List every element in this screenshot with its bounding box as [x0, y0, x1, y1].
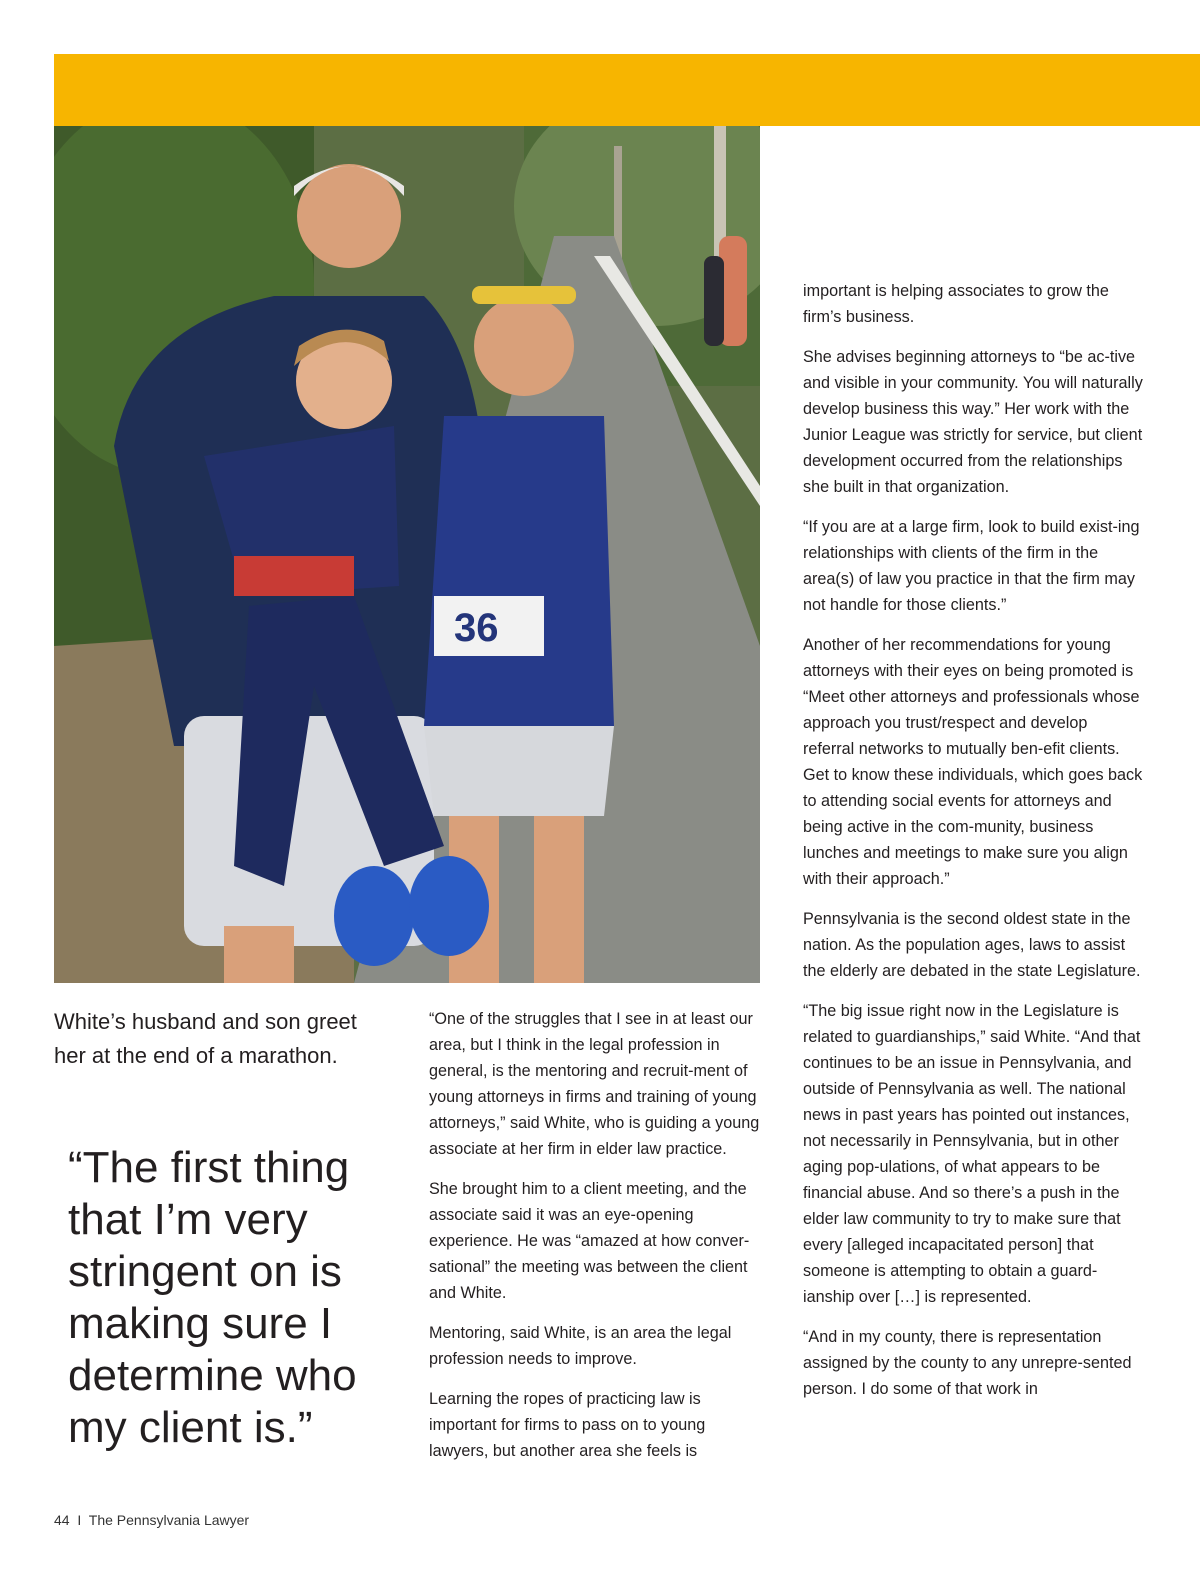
footer-separator: I — [77, 1512, 82, 1528]
right-column — [803, 278, 1143, 1416]
body-paragraph: “And in my county, there is representation assigned by the county to any unrepre-sented person. I do some of that work in — [803, 1328, 1132, 1398]
body-paragraph: “The big issue right now in the Legislature is related to guardianships,” said White. “And that continues to be an issue in Pennsylvania, and outside of Pennsylvania as well. The national news in past years has pointed out instances, not necessarily in Pennsylvania, but in other aging pop-ulations, of what appears to be financial abuse. And so there’s a push in the elder law community to try to make sure that every [alleged incapacitated person] that someone is attempting to obtain a guard-ianship over […] is represented. — [803, 1002, 1141, 1306]
body-paragraph: She advises beginning attorneys to “be ac-tive and visible in your community. You will naturally develop business this way.” Her work with the Junior League was strictly for service, but client development occurred from the relationships she built in that organization. — [803, 348, 1143, 496]
body-paragraph: “If you are at a large firm, look to build exist-ing relationships with clients of the firm in the area(s) of law you practice in that the firm may not handle for those clients.” — [803, 518, 1140, 614]
body-paragraph: important is helping associates to grow the firm’s business. — [803, 282, 1109, 326]
page-footer — [54, 1512, 249, 1528]
family-marathon-photo — [54, 126, 760, 983]
photo-caption: White’s husband and son greet her at the end of a marathon. — [54, 1009, 357, 1068]
body-paragraph: Mentoring, said White, is an area the legal profession needs to improve. — [429, 1324, 732, 1368]
header-banner — [54, 54, 1200, 126]
body-paragraph: Learning the ropes of practicing law is important for firms to pass on to young lawyers, but another area she feels is — [429, 1390, 706, 1460]
bib-number: 36 — [454, 606, 499, 650]
pull-quote: “The first thing that I’m very stringent on is making sure I determine who my client is.” — [68, 1143, 357, 1452]
body-paragraph: Another of her recommendations for young attorneys with their eyes on being promoted is “Meet other attorneys and professionals whose approach you trust/respect and develop referral networks to mutually ben-efit clients. Get to know these individuals, which goes back to attending social events for attorneys and being active in the com-munity, business lunches and meetings to make sure you align with their approach.” — [803, 636, 1143, 888]
body-paragraph: “One of the struggles that I see in at least our area, but I think in the legal profession in general, is the mentoring and recruit-ment of young attorneys in firms and training of young attorneys,” said White, who is guiding a young associate at her firm in elder law practice. — [429, 1010, 760, 1158]
publication-name: The Pennsylvania Lawyer — [88, 1512, 250, 1528]
body-paragraph: Pennsylvania is the second oldest state in the nation. As the population ages, laws to assist the elderly are debated in the state Legislature. — [803, 910, 1141, 980]
photo-illustration — [54, 126, 760, 983]
middle-column — [429, 1006, 763, 1478]
body-paragraph: She brought him to a client meeting, and the associate said it was an eye-opening experience. He was “amazed at how conver-sational” the meeting was between the client and White. — [429, 1180, 750, 1302]
page-number: 44 — [54, 1512, 70, 1528]
